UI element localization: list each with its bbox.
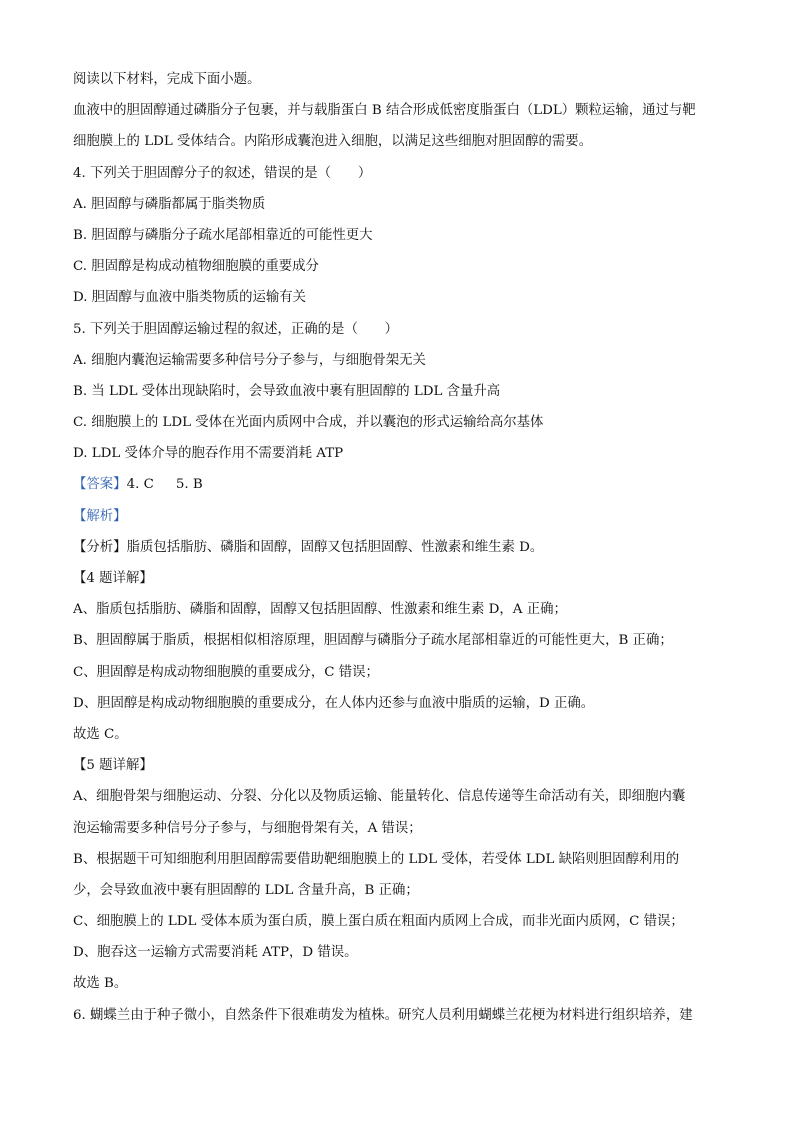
analysis-line [73, 532, 733, 563]
intro-text: 阅读以下材料，完成下面小题。 [73, 72, 261, 87]
document-page [73, 64, 733, 1031]
material-line-1: 血液中的胆固醇通过磷脂分子包裹，并与载脂蛋白 B 结合形成低密度脂蛋白（LDL）颗粒运输，通过与靶 [73, 103, 696, 119]
question-4-option-a: A. 胆固醇与磷脂都属于脂类物质 [73, 196, 266, 212]
analysis-label: 【解析】 [73, 508, 127, 524]
detail-4-line-a: A、脂质包括脂肪、磷脂和固醇，固醇又包括胆固醇、性激素和维生素 D，A 正确； [73, 602, 567, 618]
analysis-text: 脂质包括脂肪、磷脂和固醇，固醇又包括胆固醇、性激素和维生素 D。 [126, 539, 544, 555]
question-5-stem: 5. 下列关于胆固醇运输过程的叙述，正确的是（ ） [73, 321, 399, 337]
detail-5-line-a2: 泡运输需要多种信号分子参与，与细胞骨架有关，A 错误； [73, 820, 422, 836]
detail-5-title: 【5 题详解】 [73, 758, 153, 774]
detail-5-line-b2: 少，会导致血液中裹有胆固醇的 LDL 含量升高，B 正确； [73, 882, 419, 898]
answer-4: 4. C [126, 477, 154, 493]
question-5-option-d: D. LDL 受体介导的胞吞作用不需要消耗 ATP [73, 446, 344, 462]
detail-5-line-a1: A、细胞骨架与细胞运动、分裂、分化以及物质运输、能量转化、信息传递等生命活动有关，即细胞内囊 [73, 789, 686, 805]
answer-5: 5. B [175, 477, 203, 493]
question-5-option-b: B. 当 LDL 受体出现缺陷时，会导致血液中裹有胆固醇的 LDL 含量升高 [73, 383, 501, 399]
detail-4-line-b: B、胆固醇属于脂质，根据相似相溶原理，胆固醇与磷脂分子疏水尾部相靠近的可能性更大，B 正确； [73, 633, 673, 649]
analysis-heading [73, 501, 733, 532]
detail-4-conclusion: 故选 C。 [73, 726, 128, 742]
detail-4-line-c: C、胆固醇是构成动物细胞膜的重要成分，C 错误； [73, 664, 379, 680]
material-line-2: 细胞膜上的 LDL 受体结合。内陷形成囊泡进入细胞，以满足这些细胞对胆固醇的需要。 [73, 134, 593, 150]
answer-line [73, 469, 733, 500]
detail-5-line-b1: B、根据题干可知细胞利用胆固醇需要借助靶细胞膜上的 LDL 受体，若受体 LDL 缺陷则胆固醇利用的 [73, 851, 680, 867]
question-4-stem: 4. 下列关于胆固醇分子的叙述，错误的是（ ） [73, 165, 372, 181]
detail-5-line-c: C、细胞膜上的 LDL 受体本质为蛋白质，膜上蛋白质在粗面内质网上合成，而非光面内质网，C 错误； [73, 914, 684, 930]
question-4-option-d: D. 胆固醇与血液中脂类物质的运输有关 [73, 290, 307, 306]
question-4-option-b: B. 胆固醇与磷脂分子疏水尾部相靠近的可能性更大 [73, 227, 373, 243]
analysis-sub-label: 【分析】 [73, 539, 127, 555]
question-4-option-c: C. 胆固醇是构成动植物细胞膜的重要成分 [73, 259, 319, 275]
answer-label: 【答案】 [73, 477, 127, 493]
detail-5-conclusion: 故选 B。 [73, 976, 128, 992]
detail-4-line-d: D、胆固醇是构成动物细胞膜的重要成分，在人体内还参与血液中脂质的运输，D 正确。 [73, 695, 595, 711]
detail-4-title: 【4 题详解】 [73, 571, 153, 586]
question-5-option-a: A. 细胞内囊泡运输需要多种信号分子参与，与细胞骨架无关 [73, 352, 426, 368]
question-6-stem: 6. 蝴蝶兰由于种子微小，自然条件下很难萌发为植株。研究人员利用蝴蝶兰花梗为材料进行组织培养，建 [73, 1007, 693, 1023]
detail-5-line-d: D、胞吞这一运输方式需要消耗 ATP，D 错误。 [73, 945, 358, 961]
question-5-option-c: C. 细胞膜上的 LDL 受体在光面内质网中合成，并以囊泡的形式运输给高尔基体 [73, 415, 544, 431]
